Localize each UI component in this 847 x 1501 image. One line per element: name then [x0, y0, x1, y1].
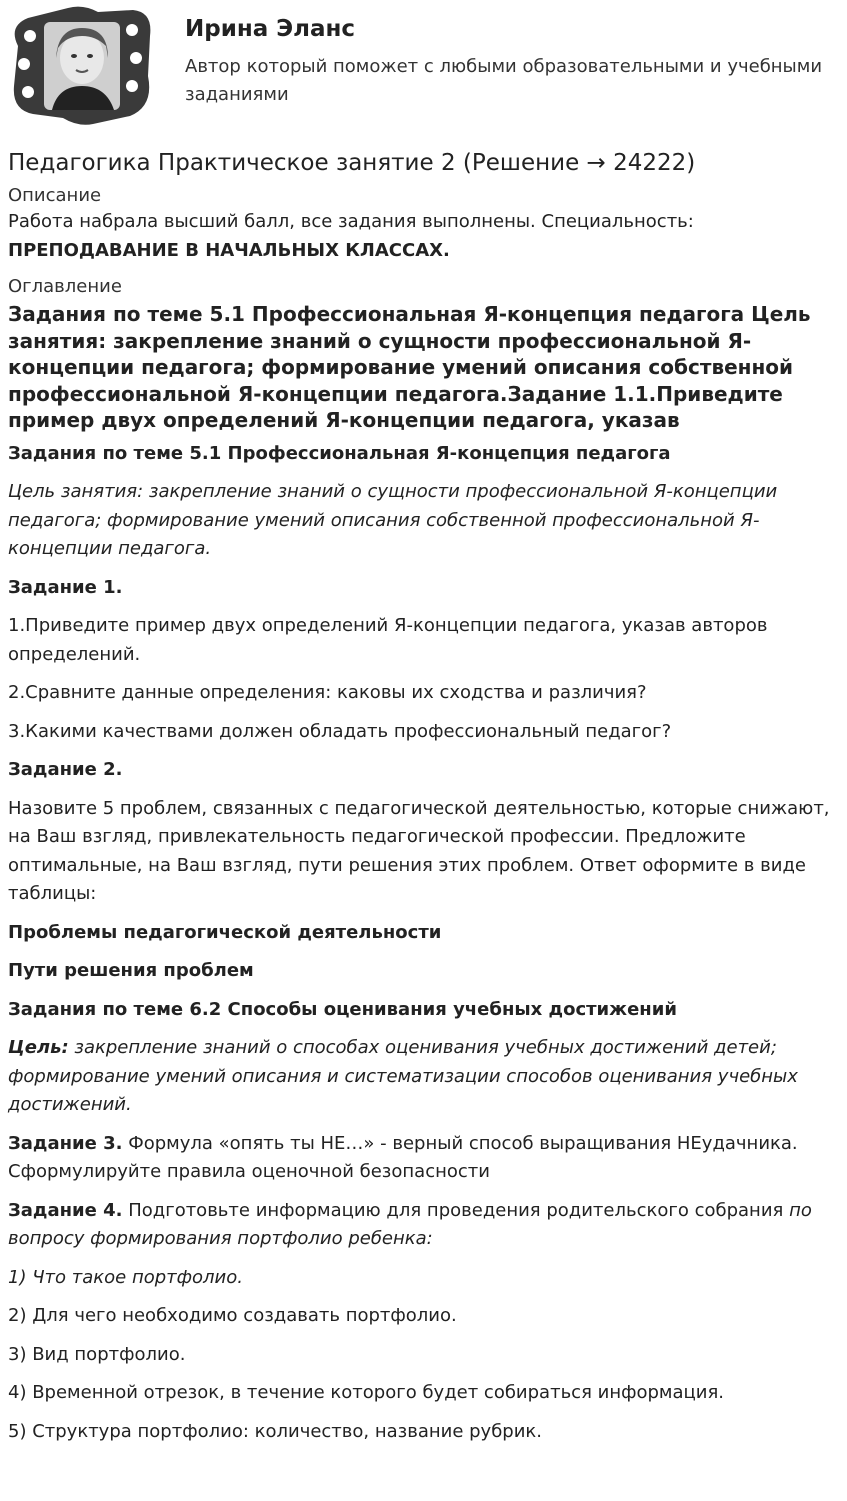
toc-title: Задания по теме 5.1 Профессиональная Я-концепция педагога Цель занятия: закрепление знаний о сущности профессиональной Я-концепции педагога; формирование умений описания собственной профессиональной Я-концепции педагога.Задание 1.1.Приведите пример двух определений Я-концепции педагога, указав	[8, 302, 811, 432]
author-description: Автор который поможет с любыми образовательными и учебными заданиями	[185, 56, 823, 105]
topic2-heading: Задания по теме 6.2 Способы оценивания учебных достижений	[8, 998, 677, 1020]
list-item-2: 2) Для чего необходимо создавать портфолио.	[8, 1305, 457, 1326]
task4-label: Задание 4.	[8, 1199, 123, 1221]
toc-label: Оглавление	[8, 276, 122, 297]
author-name: Ирина Эланс	[185, 16, 356, 42]
topic1-goal: Цель занятия: закрепление знаний о сущности профессиональной Я-концепции педагога; формирование умений описания собственной профессиональной Я-концепции педагога.	[8, 481, 778, 559]
description-label: Описание	[8, 185, 102, 206]
author-card	[8, 6, 838, 128]
specialty: ПРЕПОДАВАНИЕ В НАЧАЛЬНЫХ КЛАССАХ.	[8, 239, 450, 261]
task3-label: Задание 3.	[8, 1132, 123, 1154]
author-avatar	[8, 6, 154, 126]
list-item-1: 1) Что такое портфолио.	[8, 1266, 243, 1288]
task3	[8, 1130, 838, 1187]
list-item-4: 4) Временной отрезок, в течение которого будет собираться информация.	[8, 1382, 725, 1403]
topic2-goal	[8, 1034, 838, 1120]
topic2-goal-label: Цель:	[8, 1037, 69, 1058]
list-item-3: 3) Вид портфолио.	[8, 1343, 186, 1365]
task1-heading: Задание 1.	[8, 576, 123, 598]
description-text: Работа набрала высший балл, все задания выполнены. Специальность:	[8, 211, 694, 232]
topic1-heading: Задания по теме 5.1 Профессиональная Я-концепция педагога	[8, 442, 671, 464]
table-column-solutions: Пути решения проблем	[8, 960, 254, 981]
task2-text: Назовите 5 проблем, связанных с педагогической деятельностью, которые снижают, на Ваш взгляд, привлекательность педагогической профессии. Предложите оптимальные, на Ваш взгляд, пути решения этих проблем. Ответ оформите в виде таблицы:	[8, 797, 830, 904]
document-content	[8, 146, 838, 1456]
topic2-goal-text: закрепление знаний о способах оценивания учебных достижений детей; формирование умений описания и систематизации способов оценивания учебных достижений.	[8, 1037, 798, 1115]
task2-heading: Задание 2.	[8, 759, 123, 780]
page-title: Педагогика Практическое занятие 2 (Решение → 24222)	[8, 150, 696, 176]
task4-text: Подготовьте информацию для проведения родительского собрания	[122, 1199, 790, 1221]
table-column-problems: Проблемы педагогической деятельности	[8, 921, 442, 943]
task3-text: Формула «опять ты НЕ…» - верный способ выращивания НЕудачника. Сформулируйте правила оценочной безопасности	[8, 1132, 798, 1182]
task1-question-1: 1.Приведите пример двух определений Я-концепции педагога, указав авторов определений.	[8, 615, 768, 665]
task1-question-3: 3.Какими качествами должен обладать профессиональный педагог?	[8, 720, 672, 742]
task4	[8, 1197, 838, 1254]
task1-question-2: 2.Сравните данные определения: каковы их сходства и различия?	[8, 682, 647, 703]
list-item-5: 5) Структура портфолио: количество, название рубрик.	[8, 1420, 543, 1442]
task4-italic: по вопросу формирования портфолио ребенка:	[8, 1199, 812, 1249]
